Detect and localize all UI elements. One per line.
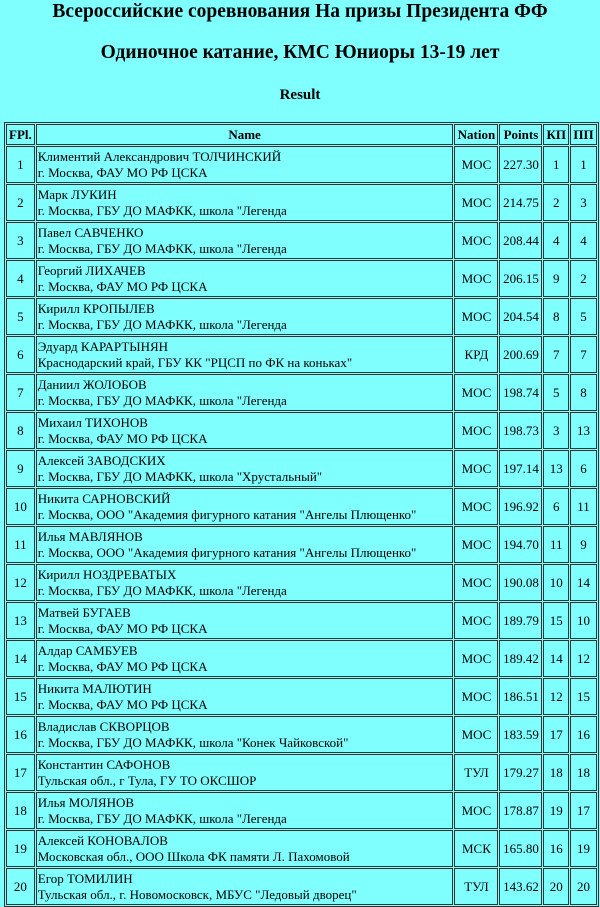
skater-name: Марк ЛУКИН [37, 186, 117, 202]
pp-place-cell: 4 [570, 222, 597, 259]
skater-name: Илья МАВЛЯНОВ [37, 528, 143, 544]
placement-cell: 6 [6, 336, 35, 373]
kp-place-cell: 5 [543, 374, 569, 411]
table-row [6, 526, 597, 563]
results-table-body [6, 146, 597, 905]
column-header-points: Points [499, 124, 542, 145]
pp-place-cell: 14 [570, 564, 597, 601]
kp-place-cell: 14 [543, 640, 569, 677]
skater-club: г. Москва, ГБУ ДО МАФКК, школа "Хрустальный" [37, 468, 323, 484]
skater-name: Михаил ТИХОНОВ [37, 414, 148, 430]
placement-cell: 4 [6, 260, 35, 297]
skater-name: Егор ТОМИЛИН [37, 870, 133, 886]
table-row [6, 450, 597, 487]
pp-place-cell: 7 [570, 336, 597, 373]
placement-cell: 20 [6, 868, 35, 905]
pp-place-cell: 18 [570, 754, 597, 791]
skater-club: Тульская обл., г. Новомосковск, МБУС "Ледовый дворец" [37, 886, 357, 902]
results-table [4, 122, 599, 907]
skater-cell [36, 678, 454, 715]
table-row [6, 792, 597, 829]
placement-cell: 19 [6, 830, 35, 867]
points-cell: 197.14 [499, 450, 542, 487]
skater-cell [36, 412, 454, 449]
skater-cell [36, 146, 454, 183]
nation-cell: ТУЛ [454, 754, 498, 791]
event-subtitle: Одиночное катание, КМС Юниоры 13-19 лет [100, 42, 500, 63]
kp-place-cell: 15 [543, 602, 569, 639]
skater-club: г. Москва, ФАУ МО РФ ЦСКА [37, 430, 208, 446]
table-row [6, 754, 597, 791]
nation-cell: МОС [454, 184, 498, 221]
pp-place-cell: 16 [570, 716, 597, 753]
placement-cell: 3 [6, 222, 35, 259]
skater-name: Климентий Александрович ТОЛЧИНСКИЙ [37, 148, 282, 164]
skater-cell [36, 260, 454, 297]
skater-cell [36, 754, 454, 791]
placement-cell: 16 [6, 716, 35, 753]
column-header-name: Name [36, 124, 454, 145]
skater-name: Георгий ЛИХАЧЕВ [37, 262, 146, 278]
skater-club: г. Москва, ФАУ МО РФ ЦСКА [37, 696, 208, 712]
table-row [6, 146, 597, 183]
pp-place-cell: 3 [570, 184, 597, 221]
pp-place-cell: 17 [570, 792, 597, 829]
skater-cell [36, 792, 454, 829]
column-header-pp: ПП [570, 124, 597, 145]
skater-club: г. Москва, ГБУ ДО МАФКК, школа "Легенда [37, 582, 287, 598]
table-row [6, 184, 597, 221]
pp-place-cell: 9 [570, 526, 597, 563]
kp-place-cell: 4 [543, 222, 569, 259]
skater-name: Алексей КОНОВАЛОВ [37, 832, 168, 848]
points-cell: 208.44 [499, 222, 542, 259]
table-row [6, 374, 597, 411]
skater-cell [36, 450, 454, 487]
placement-cell: 18 [6, 792, 35, 829]
pp-place-cell: 19 [570, 830, 597, 867]
table-row [6, 868, 597, 905]
nation-cell: КРД [454, 336, 498, 373]
table-header-row [6, 124, 597, 145]
skater-club: г. Москва, ГБУ ДО МАФКК, школа "Конек Чайковской" [37, 734, 349, 750]
points-cell: 196.92 [499, 488, 542, 525]
placement-cell: 12 [6, 564, 35, 601]
skater-name: Павел САВЧЕНКО [37, 224, 144, 240]
points-cell: 200.69 [499, 336, 542, 373]
points-cell: 178.87 [499, 792, 542, 829]
skater-club: г. Москва, ГБУ ДО МАФКК, школа "Легенда [37, 240, 287, 256]
kp-place-cell: 20 [543, 868, 569, 905]
pp-place-cell: 5 [570, 298, 597, 335]
points-cell: 186.51 [499, 678, 542, 715]
skater-name: Алдар САМБУЕВ [37, 642, 138, 658]
skater-cell [36, 602, 454, 639]
pp-place-cell: 20 [570, 868, 597, 905]
kp-place-cell: 1 [543, 146, 569, 183]
placement-cell: 10 [6, 488, 35, 525]
pp-place-cell: 8 [570, 374, 597, 411]
skater-cell [36, 184, 454, 221]
skater-club: г. Москва, ФАУ МО РФ ЦСКА [37, 278, 208, 294]
skater-cell [36, 298, 454, 335]
nation-cell: ТУЛ [454, 868, 498, 905]
kp-place-cell: 8 [543, 298, 569, 335]
skater-name: Алексей ЗАВОДСКИХ [37, 452, 166, 468]
skater-club: г. Москва, ГБУ ДО МАФКК, школа "Легенда [37, 316, 287, 332]
table-row [6, 298, 597, 335]
placement-cell: 5 [6, 298, 35, 335]
nation-cell: МОС [454, 792, 498, 829]
pp-place-cell: 2 [570, 260, 597, 297]
skater-name: Матвей БУГАЕВ [37, 604, 131, 620]
nation-cell: МОС [454, 412, 498, 449]
skater-cell [36, 830, 454, 867]
skater-club: г. Москва, ГБУ ДО МАФКК, школа "Легенда [37, 202, 287, 218]
nation-cell: МОС [454, 564, 498, 601]
pp-place-cell: 1 [570, 146, 597, 183]
placement-cell: 8 [6, 412, 35, 449]
column-header-nation: Nation [454, 124, 498, 145]
skater-name: Константин САФОНОВ [37, 756, 171, 772]
kp-place-cell: 12 [543, 678, 569, 715]
column-header-fpl: FPl. [6, 124, 35, 145]
nation-cell: МОС [454, 146, 498, 183]
skater-club: Тульская обл., г Тула, ГУ ТО ОКСШОР [37, 772, 257, 788]
points-cell: 165.80 [499, 830, 542, 867]
result-heading: Result [279, 87, 321, 103]
nation-cell: МОС [454, 488, 498, 525]
table-row [6, 488, 597, 525]
kp-place-cell: 6 [543, 488, 569, 525]
skater-name: Никита САРНОВСКИЙ [37, 490, 171, 506]
placement-cell: 1 [6, 146, 35, 183]
table-row [6, 678, 597, 715]
kp-place-cell: 2 [543, 184, 569, 221]
skater-name: Кирилл НОЗДРЕВАТЫХ [37, 566, 177, 582]
points-cell: 206.15 [499, 260, 542, 297]
skater-cell [36, 716, 454, 753]
skater-cell [36, 488, 454, 525]
skater-name: Илья МОЛЯНОВ [37, 794, 135, 810]
points-cell: 143.62 [499, 868, 542, 905]
skater-cell [36, 868, 454, 905]
skater-club: г. Москва, ФАУ МО РФ ЦСКА [37, 620, 208, 636]
skater-cell [36, 374, 454, 411]
placement-cell: 15 [6, 678, 35, 715]
table-row [6, 640, 597, 677]
table-row [6, 716, 597, 753]
points-cell: 204.54 [499, 298, 542, 335]
points-cell: 190.08 [499, 564, 542, 601]
kp-place-cell: 19 [543, 792, 569, 829]
placement-cell: 13 [6, 602, 35, 639]
table-row [6, 336, 597, 373]
points-cell: 189.79 [499, 602, 542, 639]
points-cell: 179.27 [499, 754, 542, 791]
skater-name: Владислав СКВОРЦОВ [37, 718, 170, 734]
pp-place-cell: 6 [570, 450, 597, 487]
skater-cell [36, 222, 454, 259]
nation-cell: МОС [454, 678, 498, 715]
kp-place-cell: 3 [543, 412, 569, 449]
skater-name: Никита МАЛЮТИН [37, 680, 152, 696]
table-row [6, 222, 597, 259]
placement-cell: 11 [6, 526, 35, 563]
placement-cell: 9 [6, 450, 35, 487]
pp-place-cell: 10 [570, 602, 597, 639]
kp-place-cell: 18 [543, 754, 569, 791]
skater-cell [36, 336, 454, 373]
nation-cell: МОС [454, 222, 498, 259]
table-row [6, 260, 597, 297]
kp-place-cell: 16 [543, 830, 569, 867]
nation-cell: МОС [454, 374, 498, 411]
skater-club: г. Москва, ГБУ ДО МАФКК, школа "Легенда [37, 810, 287, 826]
skater-club: г. Москва, ФАУ МО РФ ЦСКА [37, 164, 208, 180]
skater-club: г. Москва, ООО "Академия фигурного катания "Ангелы Плющенко" [37, 506, 417, 522]
kp-place-cell: 10 [543, 564, 569, 601]
placement-cell: 7 [6, 374, 35, 411]
skater-cell [36, 564, 454, 601]
points-cell: 189.42 [499, 640, 542, 677]
table-row [6, 412, 597, 449]
kp-place-cell: 7 [543, 336, 569, 373]
nation-cell: МОС [454, 602, 498, 639]
pp-place-cell: 12 [570, 640, 597, 677]
kp-place-cell: 13 [543, 450, 569, 487]
skater-club: г. Москва, ООО "Академия фигурного катания "Ангелы Плющенко" [37, 544, 417, 560]
skater-name: Кирилл КРОПЫЛЕВ [37, 300, 155, 316]
kp-place-cell: 17 [543, 716, 569, 753]
nation-cell: МОС [454, 450, 498, 487]
skater-club: Московская обл., ООО Школа ФК памяти Л. Пахомовой [37, 848, 350, 864]
points-cell: 198.73 [499, 412, 542, 449]
skater-club: г. Москва, ФАУ МО РФ ЦСКА [37, 658, 208, 674]
nation-cell: МОС [454, 640, 498, 677]
pp-place-cell: 15 [570, 678, 597, 715]
nation-cell: МОС [454, 526, 498, 563]
page-title: Всероссийские соревнования На призы Президента ФФ [52, 1, 548, 22]
kp-place-cell: 11 [543, 526, 569, 563]
points-cell: 198.74 [499, 374, 542, 411]
column-header-kp: КП [543, 124, 569, 145]
placement-cell: 2 [6, 184, 35, 221]
placement-cell: 17 [6, 754, 35, 791]
kp-place-cell: 9 [543, 260, 569, 297]
skater-name: Даниил ЖОЛОБОВ [37, 376, 147, 392]
nation-cell: МСК [454, 830, 498, 867]
table-row [6, 564, 597, 601]
table-row [6, 602, 597, 639]
table-row [6, 830, 597, 867]
placement-cell: 14 [6, 640, 35, 677]
pp-place-cell: 11 [570, 488, 597, 525]
skater-cell [36, 526, 454, 563]
points-cell: 194.70 [499, 526, 542, 563]
skater-cell [36, 640, 454, 677]
skater-club: г. Москва, ГБУ ДО МАФКК, школа "Легенда [37, 392, 287, 408]
pp-place-cell: 13 [570, 412, 597, 449]
skater-club: Краснодарский край, ГБУ КК "РЦСП по ФК на коньках" [37, 354, 353, 370]
nation-cell: МОС [454, 260, 498, 297]
points-cell: 214.75 [499, 184, 542, 221]
nation-cell: МОС [454, 716, 498, 753]
points-cell: 183.59 [499, 716, 542, 753]
nation-cell: МОС [454, 298, 498, 335]
skater-name: Эдуард КАРАРТЫНЯН [37, 338, 169, 354]
points-cell: 227.30 [499, 146, 542, 183]
